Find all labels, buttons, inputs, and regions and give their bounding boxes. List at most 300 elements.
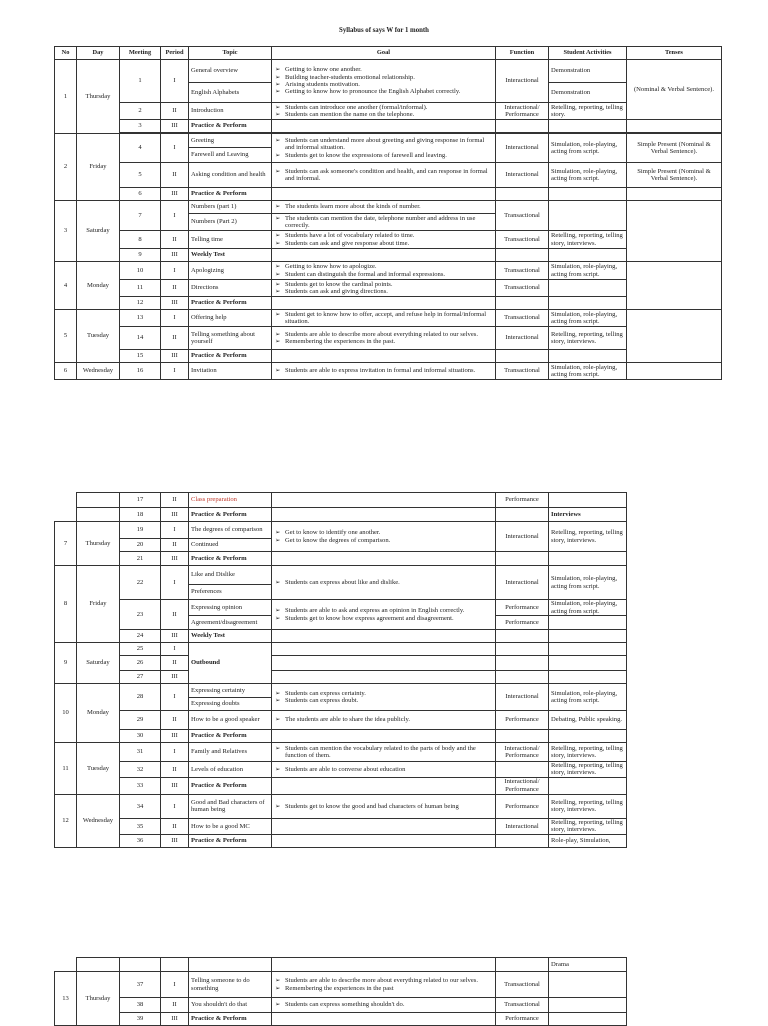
table-row bbox=[55, 684, 722, 698]
goal-item: ➢ Students are able to ask and express an opinion in English correctly. bbox=[274, 607, 493, 614]
goal-item: ➢ Student get to know how to offer, accept, and refuse help in formal/informal situation. bbox=[274, 311, 493, 326]
goal bbox=[272, 163, 496, 188]
period: I bbox=[161, 262, 189, 280]
function: Interactional bbox=[496, 327, 549, 350]
table-row bbox=[55, 363, 722, 380]
period: III bbox=[161, 508, 189, 522]
day-name: Monday bbox=[77, 262, 120, 310]
table-row bbox=[55, 656, 722, 671]
table-row bbox=[55, 163, 722, 188]
table-row bbox=[55, 998, 722, 1013]
meeting-number: 36 bbox=[120, 834, 161, 847]
topic: Practice & Perform bbox=[189, 730, 272, 743]
meeting-number: 17 bbox=[120, 493, 161, 508]
topic: Continued bbox=[189, 539, 272, 552]
goal-item: ➢ The students learn more about the kinds of number. bbox=[274, 203, 493, 210]
meeting-number: 25 bbox=[120, 643, 161, 656]
day-number: 7 bbox=[55, 522, 77, 566]
table-row bbox=[55, 327, 722, 350]
student-activity: Simulation, role-playing, acting from script. bbox=[549, 262, 627, 280]
goal-item: ➢ Remembering the experiences in the past. bbox=[274, 338, 493, 345]
goal-item: ➢ Get to know to identify one another. bbox=[274, 529, 493, 536]
meeting-number: 15 bbox=[120, 350, 161, 363]
period: II bbox=[161, 280, 189, 297]
topic: Practice & Perform bbox=[189, 777, 272, 794]
goal bbox=[272, 566, 496, 600]
table-row bbox=[55, 834, 722, 847]
tense: (Nominal & Verbal Sentence). bbox=[627, 60, 722, 120]
period: III bbox=[161, 249, 189, 262]
student-activity: Simulation, role-playing, acting from script. bbox=[549, 600, 627, 616]
period: I bbox=[161, 972, 189, 998]
topic: You shouldn't do that bbox=[189, 998, 272, 1013]
student-activity: Interviews bbox=[549, 508, 627, 522]
meeting-number: 28 bbox=[120, 684, 161, 711]
meeting-number: 31 bbox=[120, 743, 161, 762]
period: III bbox=[161, 834, 189, 847]
topic: Weekly Test bbox=[189, 249, 272, 262]
day-number: 10 bbox=[55, 684, 77, 743]
function: Performance bbox=[496, 600, 549, 616]
tense: Simple Present (Nominal & Verbal Sentence). bbox=[627, 134, 722, 163]
function: Transactional bbox=[496, 972, 549, 998]
function: Interactional/ Performance bbox=[496, 103, 549, 120]
topic: Practice & Perform bbox=[189, 350, 272, 363]
period: I bbox=[161, 684, 189, 711]
table-row bbox=[55, 103, 722, 120]
goal-item: ➢ Students can introduce one another (formal/informal). bbox=[274, 104, 493, 111]
day-name: Tuesday bbox=[77, 743, 120, 795]
student-activity: Retelling, reporting, telling story, interviews. bbox=[549, 818, 627, 834]
student-activity: Simulation, role-playing, acting from script. bbox=[549, 163, 627, 188]
period: I bbox=[161, 794, 189, 818]
period: I bbox=[161, 201, 189, 231]
day-name: Wednesday bbox=[77, 794, 120, 847]
period: III bbox=[161, 552, 189, 566]
topic: Practice & Perform bbox=[189, 508, 272, 522]
function: Interactional bbox=[496, 818, 549, 834]
function: Transactional bbox=[496, 262, 549, 280]
function: Interactional bbox=[496, 134, 549, 163]
student-activity: Simulation, role-playing, acting from script. bbox=[549, 363, 627, 380]
meeting-number: 5 bbox=[120, 163, 161, 188]
period: III bbox=[161, 297, 189, 310]
tense: Simple Present (Nominal & Verbal Sentence). bbox=[627, 163, 722, 188]
header-tenses: Tenses bbox=[627, 47, 722, 60]
student-activity: Simulation, role-playing, acting from script. bbox=[549, 310, 627, 327]
table-row bbox=[55, 188, 722, 201]
topic: Offering help bbox=[189, 310, 272, 327]
topic: Telling time bbox=[189, 231, 272, 249]
topic: Telling something about yourself bbox=[189, 327, 272, 350]
goal bbox=[272, 998, 496, 1013]
meeting-number: 30 bbox=[120, 730, 161, 743]
topic: Apologizing bbox=[189, 262, 272, 280]
function: Performance bbox=[496, 493, 549, 508]
period: II bbox=[161, 762, 189, 778]
header-period: Period bbox=[161, 47, 189, 60]
period: I bbox=[161, 566, 189, 600]
day-name: Wednesday bbox=[77, 363, 120, 380]
table-row bbox=[55, 60, 722, 83]
function: Interactional bbox=[496, 522, 549, 552]
topic: English Alphabets bbox=[189, 83, 272, 103]
table-row bbox=[55, 262, 722, 280]
goal-item: ➢ Students can ask and giving directions. bbox=[274, 288, 493, 295]
goal-item: ➢ Students can express certainty. bbox=[274, 690, 493, 697]
table-row bbox=[55, 280, 722, 297]
header-day: Day bbox=[77, 47, 120, 60]
document-title: Syllabus of says W for 1 month bbox=[339, 27, 429, 34]
day-name: Monday bbox=[77, 684, 120, 743]
table-row bbox=[55, 794, 722, 818]
period: I bbox=[161, 643, 189, 656]
topic: Family and Relatives bbox=[189, 743, 272, 762]
topic: Weekly Test bbox=[189, 630, 272, 643]
table-row bbox=[55, 972, 722, 998]
meeting-number: 29 bbox=[120, 711, 161, 730]
day-number: 1 bbox=[55, 60, 77, 134]
period: II bbox=[161, 711, 189, 730]
function: Transactional bbox=[496, 363, 549, 380]
meeting-number: 39 bbox=[120, 1013, 161, 1026]
table-row bbox=[55, 310, 722, 327]
function: Performance bbox=[496, 711, 549, 730]
goal-item: ➢ Students have a lot of vocabulary related to time. bbox=[274, 232, 493, 239]
topic: Expressing doubts bbox=[189, 698, 272, 711]
topic: Agreement/disagreement bbox=[189, 616, 272, 630]
goal bbox=[272, 310, 496, 327]
student-activity: Simulation, role-playing, acting from script. bbox=[549, 134, 627, 163]
topic: How to be a good MC bbox=[189, 818, 272, 834]
function: Interactional bbox=[496, 60, 549, 103]
goal-item: ➢ Students can express doubt. bbox=[274, 697, 493, 704]
table-row bbox=[55, 493, 722, 508]
meeting-number: 38 bbox=[120, 998, 161, 1013]
goal-item: ➢ Getting to know how to apologize. bbox=[274, 263, 493, 270]
period: III bbox=[161, 630, 189, 643]
meeting-number: 9 bbox=[120, 249, 161, 262]
goal bbox=[272, 103, 496, 120]
goal-item: ➢ Students can express about like and dislike. bbox=[274, 579, 493, 586]
student-activity: Retelling, reporting, telling story, interviews. bbox=[549, 231, 627, 249]
student-activity: Retelling, reporting, telling story, interviews. bbox=[549, 522, 627, 552]
syllabus-table-part-3 bbox=[54, 957, 722, 1026]
table-row bbox=[55, 743, 722, 762]
header-goal: Goal bbox=[272, 47, 496, 60]
meeting-number: 11 bbox=[120, 280, 161, 297]
table-row bbox=[55, 671, 722, 684]
function: Performance bbox=[496, 794, 549, 818]
topic: Practice & Perform bbox=[189, 834, 272, 847]
goal-item: ➢ The students are able to share the idea publicly. bbox=[274, 716, 493, 723]
meeting-number: 37 bbox=[120, 972, 161, 998]
student-activity: Debating, Public speaking. bbox=[549, 711, 627, 730]
day-name: Tuesday bbox=[77, 310, 120, 363]
topic: The degrees of comparison bbox=[189, 522, 272, 539]
goal bbox=[272, 972, 496, 998]
table-row bbox=[55, 711, 722, 730]
goal bbox=[272, 522, 496, 552]
goal bbox=[272, 743, 496, 762]
goal-item: ➢ Students are able to describe more about everything related to our selves. bbox=[274, 977, 493, 984]
table-row bbox=[55, 762, 722, 778]
goal-item: ➢ Students get to know how express agreement and disagreement. bbox=[274, 615, 493, 622]
goal-item: ➢ Students can mention the name on the telephone. bbox=[274, 111, 493, 118]
table-row bbox=[55, 566, 722, 585]
period: I bbox=[161, 134, 189, 163]
student-activity: Retelling, reporting, telling story, interviews. bbox=[549, 327, 627, 350]
goal-item: ➢ The students can mention the date, telephone number and address in use correctly. bbox=[274, 215, 493, 230]
topic: General overview bbox=[189, 60, 272, 83]
function: Transactional bbox=[496, 280, 549, 297]
period: II bbox=[161, 493, 189, 508]
meeting-number: 35 bbox=[120, 818, 161, 834]
day-name: Thursday bbox=[77, 972, 120, 1026]
topic: Practice & Perform bbox=[189, 120, 272, 133]
day-number: 13 bbox=[55, 972, 77, 1026]
meeting-number: 20 bbox=[120, 539, 161, 552]
day-number: 5 bbox=[55, 310, 77, 363]
day-name: Thursday bbox=[77, 522, 120, 566]
function: Transactional bbox=[496, 310, 549, 327]
student-activity: Retelling, reporting, telling story. bbox=[549, 103, 627, 120]
topic: Practice & Perform bbox=[189, 188, 272, 201]
table-row bbox=[55, 249, 722, 262]
function: Interactional/ Performance bbox=[496, 743, 549, 762]
goal bbox=[272, 201, 496, 214]
student-activity: Retelling, reporting, telling story, interviews. bbox=[549, 794, 627, 818]
student-activity: Simulation, role-playing, acting from script. bbox=[549, 684, 627, 711]
function: Interactional bbox=[496, 163, 549, 188]
student-activity: Retelling, reporting, telling story, interviews. bbox=[549, 762, 627, 778]
period: II bbox=[161, 818, 189, 834]
period: III bbox=[161, 120, 189, 133]
period: III bbox=[161, 777, 189, 794]
student-activity: Retelling, reporting, telling story, interviews. bbox=[549, 743, 627, 762]
meeting-number: 4 bbox=[120, 134, 161, 163]
goal-item: ➢ Students get to know the expressions of farewell and leaving. bbox=[274, 152, 493, 159]
table-row bbox=[55, 958, 722, 972]
header-meeting: Meeting bbox=[120, 47, 161, 60]
goal-item: ➢ Students are able to converse about education bbox=[274, 766, 493, 773]
student-activity: Role-play, Simulation, bbox=[549, 834, 627, 847]
table-row bbox=[55, 600, 722, 616]
header-no: No bbox=[55, 47, 77, 60]
meeting-number: 2 bbox=[120, 103, 161, 120]
meeting-number: 1 bbox=[120, 60, 161, 103]
table-row bbox=[55, 730, 722, 743]
topic: Practice & Perform bbox=[189, 1013, 272, 1026]
goal-item: ➢ Remembering the experiences in the past bbox=[274, 985, 493, 992]
period: I bbox=[161, 743, 189, 762]
meeting-number: 32 bbox=[120, 762, 161, 778]
meeting-number: 21 bbox=[120, 552, 161, 566]
header-row bbox=[55, 47, 722, 60]
goal-item: ➢ Students can mention the vocabulary related to the parts of body and the function of them. bbox=[274, 745, 493, 760]
table-row bbox=[55, 777, 722, 794]
goal bbox=[272, 280, 496, 297]
period: I bbox=[161, 60, 189, 103]
table-row bbox=[55, 522, 722, 539]
topic: Practice & Perform bbox=[189, 552, 272, 566]
period: II bbox=[161, 163, 189, 188]
day-number: 8 bbox=[55, 566, 77, 643]
meeting-number: 34 bbox=[120, 794, 161, 818]
meeting-number: 8 bbox=[120, 231, 161, 249]
table-row bbox=[55, 552, 722, 566]
period: II bbox=[161, 327, 189, 350]
meeting-number: 27 bbox=[120, 671, 161, 684]
topic: Levels of education bbox=[189, 762, 272, 778]
period: III bbox=[161, 1013, 189, 1026]
topic: Greeting bbox=[189, 134, 272, 148]
function: Performance bbox=[496, 1013, 549, 1026]
header-function: Function bbox=[496, 47, 549, 60]
goal bbox=[272, 711, 496, 730]
goal-item: ➢ Students get to know the good and bad characters of human being bbox=[274, 803, 493, 810]
goal-item: ➢ Students can understand more about greeting and giving response in formal and informal situation. bbox=[274, 137, 493, 152]
goal-item: ➢ Getting to know one another. bbox=[274, 66, 493, 73]
table-row bbox=[55, 120, 722, 133]
goal-item: ➢ Students get to know the cardinal points. bbox=[274, 281, 493, 288]
period: II bbox=[161, 998, 189, 1013]
goal-item: ➢ Get to know the degrees of comparison. bbox=[274, 537, 493, 544]
topic: Expressing certainty bbox=[189, 684, 272, 698]
function: Interactional bbox=[496, 684, 549, 711]
table-row bbox=[55, 643, 722, 656]
topic: Invitation bbox=[189, 363, 272, 380]
topic: Good and Bad characters of human being bbox=[189, 794, 272, 818]
goal-item: ➢ Students can ask someone's condition and health, and can response in formal and informal. bbox=[274, 168, 493, 183]
period: II bbox=[161, 539, 189, 552]
topic: Numbers (Part 2) bbox=[189, 214, 272, 231]
table-row bbox=[55, 134, 722, 148]
table-row bbox=[55, 297, 722, 310]
topic: Class preparation bbox=[189, 493, 272, 508]
day-number: 11 bbox=[55, 743, 77, 795]
meeting-number: 22 bbox=[120, 566, 161, 600]
topic: Farewell and Leaving bbox=[189, 148, 272, 163]
day-name: Saturday bbox=[77, 201, 120, 262]
goal bbox=[272, 262, 496, 280]
day-number: 6 bbox=[55, 363, 77, 380]
goal-item: ➢ Students are able to describe more about everything related to our selves. bbox=[274, 331, 493, 338]
goal bbox=[272, 794, 496, 818]
meeting-number: 16 bbox=[120, 363, 161, 380]
meeting-number: 23 bbox=[120, 600, 161, 630]
period: III bbox=[161, 350, 189, 363]
student-activity: Demonstration bbox=[549, 60, 627, 83]
day-number: 9 bbox=[55, 643, 77, 684]
meeting-number: 26 bbox=[120, 656, 161, 671]
topic: Preferences bbox=[189, 585, 272, 600]
day-name: Friday bbox=[77, 566, 120, 643]
student-activity: Demonstration bbox=[549, 83, 627, 103]
goal-item: ➢ Student can distinguish the formal and informal expressions. bbox=[274, 271, 493, 278]
goal-item: ➢ Getting to know how to pronounce the English Alphabet correctly. bbox=[274, 88, 493, 95]
table-row bbox=[55, 231, 722, 249]
day-number: 3 bbox=[55, 201, 77, 262]
goal bbox=[272, 684, 496, 711]
meeting-number: 6 bbox=[120, 188, 161, 201]
day-number: 4 bbox=[55, 262, 77, 310]
period: I bbox=[161, 522, 189, 539]
period: II bbox=[161, 103, 189, 120]
goal-item: ➢ Arising students motivation. bbox=[274, 81, 493, 88]
function: Transactional bbox=[496, 201, 549, 231]
goal-item: ➢ Students can express something shouldn't do. bbox=[274, 1001, 493, 1008]
topic: How to be a good speaker bbox=[189, 711, 272, 730]
goal bbox=[272, 600, 496, 630]
table-row bbox=[55, 350, 722, 363]
function: Interactional bbox=[496, 566, 549, 600]
function: Transactional bbox=[496, 998, 549, 1013]
topic: Practice & Perform bbox=[189, 297, 272, 310]
goal-item: ➢ Students can ask and give response about time. bbox=[274, 240, 493, 247]
goal bbox=[272, 363, 496, 380]
goal bbox=[272, 327, 496, 350]
topic: Directions bbox=[189, 280, 272, 297]
goal bbox=[272, 134, 496, 163]
period: II bbox=[161, 656, 189, 671]
period: II bbox=[161, 231, 189, 249]
meeting-number: 12 bbox=[120, 297, 161, 310]
period: I bbox=[161, 363, 189, 380]
function: Transactional bbox=[496, 231, 549, 249]
table-row bbox=[55, 818, 722, 834]
table-row bbox=[55, 201, 722, 214]
meeting-number: 13 bbox=[120, 310, 161, 327]
topic: Numbers (part 1) bbox=[189, 201, 272, 214]
topic: Expressing opinion bbox=[189, 600, 272, 616]
header-student-activities: Student Activities bbox=[549, 47, 627, 60]
meeting-number: 10 bbox=[120, 262, 161, 280]
meeting-number: 33 bbox=[120, 777, 161, 794]
topic: Telling someone to do something bbox=[189, 972, 272, 998]
student-activity: Drama bbox=[549, 958, 627, 972]
day-name: Saturday bbox=[77, 643, 120, 684]
topic: Introduction bbox=[189, 103, 272, 120]
student-activity: Simulation, role-playing, acting from script. bbox=[549, 566, 627, 600]
syllabus-table-part-2 bbox=[54, 492, 722, 848]
meeting-number: 7 bbox=[120, 201, 161, 231]
period: III bbox=[161, 730, 189, 743]
goal bbox=[272, 762, 496, 778]
goal bbox=[272, 120, 496, 133]
topic: Asking condition and health bbox=[189, 163, 272, 188]
meeting-number: 3 bbox=[120, 120, 161, 133]
period: I bbox=[161, 310, 189, 327]
day-number: 2 bbox=[55, 134, 77, 201]
goal bbox=[272, 231, 496, 249]
day-number: 12 bbox=[55, 794, 77, 847]
function: Performance bbox=[496, 616, 549, 630]
function: Interactional/ Performance bbox=[496, 777, 549, 794]
goal-item: ➢ Students are able to express invitation in formal and informal situations. bbox=[274, 367, 493, 374]
day-name: Friday bbox=[77, 134, 120, 201]
meeting-number: 18 bbox=[120, 508, 161, 522]
syllabus-table-part-1 bbox=[54, 46, 722, 380]
header-topic: Topic bbox=[189, 47, 272, 60]
table-row bbox=[55, 630, 722, 643]
period: II bbox=[161, 600, 189, 630]
goal bbox=[272, 214, 496, 231]
topic: Outbound bbox=[189, 643, 272, 684]
topic: Like and Dislike bbox=[189, 566, 272, 585]
period: III bbox=[161, 188, 189, 201]
goal bbox=[272, 60, 496, 103]
